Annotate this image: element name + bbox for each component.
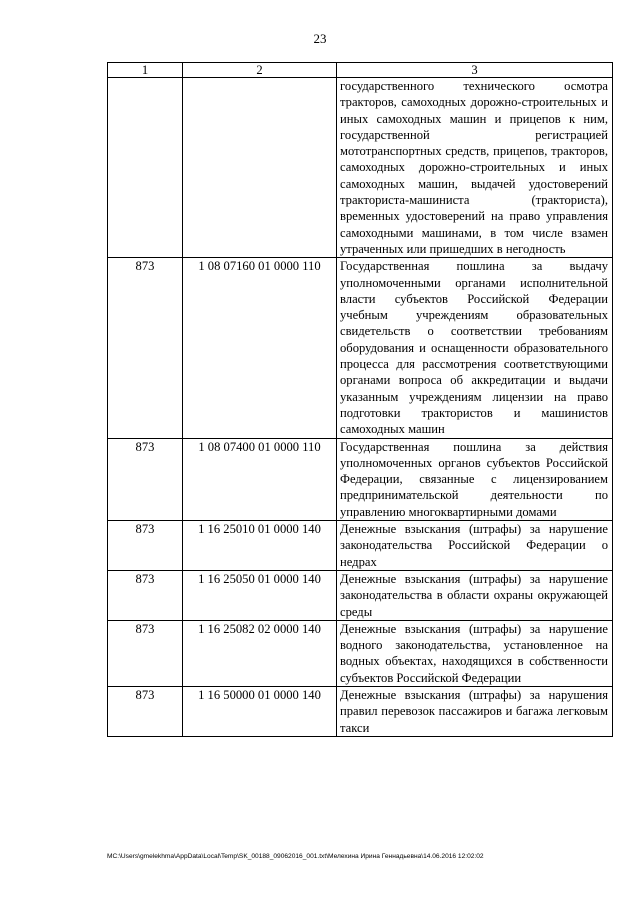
budget-code-cell: 1 16 25082 02 0000 140	[183, 620, 337, 686]
table-header-row	[108, 63, 613, 78]
budget-code-cell: 1 08 07160 01 0000 110	[183, 258, 337, 438]
admin-code-cell	[108, 78, 183, 258]
description-cell: Государственная пошлина за выдачу уполномоченными органами исполнительной власти субъектов Российской Федерации учебным учреждениям образовательных свидетельств о соответствии требованиям оборудования и оснащенности образовательного процесса для рассмотрения соответствующими органами вопроса об аккредитации и выдачи указанным учреждениям лицензии на право подготовки трактористов и машинистов самоходных машин	[337, 258, 613, 438]
document-footer-path: МС:\Users\gmelekhma\AppData\Local\Temp\SK_00188_09062016_001.txt\Мелехина Ирина Геннадьевна\14.06.2016 12:02:02	[107, 853, 484, 860]
admin-code-cell: 873	[108, 258, 183, 438]
budget-code-cell	[183, 78, 337, 258]
budget-code-cell: 1 16 25010 01 0000 140	[183, 521, 337, 571]
table-row	[108, 521, 613, 571]
table-row	[108, 258, 613, 438]
table-row	[108, 570, 613, 620]
budget-code-cell: 1 16 25050 01 0000 140	[183, 570, 337, 620]
column-header-1: 1	[108, 63, 183, 78]
table-row	[108, 438, 613, 520]
description-cell: Государственная пошлина за действия уполномоченных органов субъектов Российской Федерации, связанные с лицензированием предпринимательской деятельности по управлению многоквартирными домами	[337, 438, 613, 520]
admin-code-cell: 873	[108, 570, 183, 620]
admin-code-cell: 873	[108, 620, 183, 686]
description-cell: Денежные взыскания (штрафы) за нарушения правил перевозок пассажиров и багажа легковым такси	[337, 686, 613, 736]
page-number: 23	[313, 31, 327, 46]
description-cell: Денежные взыскания (штрафы) за нарушение законодательства в области охраны окружающей среды	[337, 570, 613, 620]
description-cell: государственного технического осмотра тракторов, самоходных дорожно-строительных и иных самоходных машин и прицепов к ним, государственной регистрацией мототранспортных средств, прицепов, тракторов, самоходных дорожно-строительных и иных самоходных машин, выдачей удостоверений тракториста-машиниста (тракториста), временных удостоверений на право управления самоходными машинами, в том числе взамен утраченных или пришедших в негодность	[337, 78, 613, 258]
column-header-3: 3	[337, 63, 613, 78]
admin-code-cell: 873	[108, 686, 183, 736]
admin-code-cell: 873	[108, 521, 183, 571]
table-row	[108, 78, 613, 258]
description-cell: Денежные взыскания (штрафы) за нарушение водного законодательства, установленное на водных объектах, находящихся в собственности субъектов Российской Федерации	[337, 620, 613, 686]
table-row	[108, 686, 613, 736]
budget-code-cell: 1 08 07400 01 0000 110	[183, 438, 337, 520]
description-cell: Денежные взыскания (штрафы) за нарушение законодательства Российской Федерации о недрах	[337, 521, 613, 571]
column-header-2: 2	[183, 63, 337, 78]
table-row	[108, 620, 613, 686]
admin-code-cell: 873	[108, 438, 183, 520]
revenue-codes-table	[107, 62, 613, 737]
budget-code-cell: 1 16 50000 01 0000 140	[183, 686, 337, 736]
